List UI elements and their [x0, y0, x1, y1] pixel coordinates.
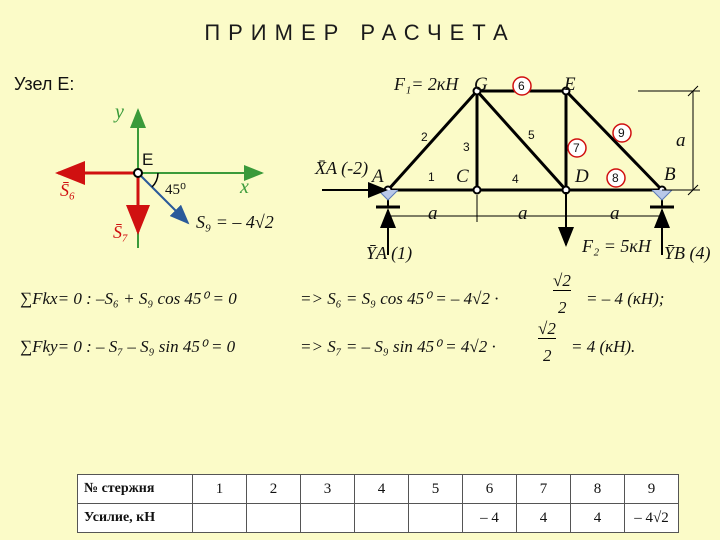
dim-a-3: a	[610, 203, 620, 224]
force-cell	[247, 504, 301, 533]
s7-label: S̄₇	[113, 222, 129, 242]
bar-number-cell: 8	[571, 475, 625, 504]
ya-label: ȲA (1)	[366, 243, 413, 263]
table-row	[78, 475, 679, 504]
bar-3-label: 3	[463, 140, 470, 154]
bar-number-cell: 7	[517, 475, 571, 504]
bar-number-cell: 1	[193, 475, 247, 504]
bar-6-label: 6	[518, 79, 525, 93]
bar-5-label: 5	[528, 128, 535, 142]
node-label: Узел Е:	[14, 74, 75, 94]
bar-number-cell: 3	[301, 475, 355, 504]
force-cell	[301, 504, 355, 533]
bar-4-label: 4	[512, 172, 519, 186]
dim-a-2: a	[518, 203, 528, 224]
node-b-label: B	[664, 164, 676, 185]
s6-label: S̄₆	[60, 180, 76, 200]
results-table	[77, 474, 679, 533]
angle-label: 45⁰	[165, 182, 187, 198]
bar-7-label: 7	[573, 141, 580, 155]
eq1-right: => S₆ = S₉ cos 45⁰ = – 4√2 ·	[300, 289, 499, 308]
yb-label: ȲB (4)	[664, 243, 711, 263]
bar-number-cell: 5	[409, 475, 463, 504]
xa-label: X̄A (-2)	[315, 158, 369, 178]
x-axis-label: x	[240, 176, 249, 198]
s9-label: S₉ = – 4√2	[196, 212, 274, 232]
eq2-right: => S₇ = – S₉ sin 45⁰ = 4√2 ·	[300, 337, 496, 356]
force-cell	[355, 504, 409, 533]
eq1-frac-den: 2	[558, 298, 567, 317]
eq2-frac-num: √2	[538, 319, 556, 338]
eq1-result: = – 4 (кН);	[586, 289, 665, 308]
row2-header: Усилие, кН	[78, 504, 193, 533]
bar-9-label: 9	[618, 126, 625, 140]
page-title: ПРИМЕР РАСЧЕТА	[204, 20, 516, 45]
node-g-label: G	[474, 74, 488, 95]
bar-number-cell: 4	[355, 475, 409, 504]
force-cell: – 4	[463, 504, 517, 533]
angle-arc	[152, 173, 158, 187]
force-cell	[409, 504, 463, 533]
support-a	[376, 190, 400, 207]
force-cell: 4	[571, 504, 625, 533]
eq2-result: = 4 (кН).	[571, 337, 636, 356]
force-cell: 4	[517, 504, 571, 533]
bar-1-label: 1	[428, 170, 435, 184]
bar-2-label: 2	[421, 130, 428, 144]
eq2-left: ∑Fky= 0 : – S₇ – S₉ sin 45⁰ = 0	[20, 337, 236, 356]
bar-8-label: 8	[612, 171, 619, 185]
node-e-point	[134, 169, 142, 177]
table-row	[78, 504, 679, 533]
force-cell: – 4√2	[625, 504, 679, 533]
dim-a-vertical: a	[676, 130, 686, 151]
f2-label: F₂ = 5кН	[582, 236, 651, 256]
f1-label: F₁= 2кН	[394, 74, 459, 94]
force-cell	[193, 504, 247, 533]
dim-a-1: a	[428, 203, 438, 224]
dimensions	[388, 86, 700, 222]
eq1-left: ∑Fkx= 0 : –S₆ + S₉ cos 45⁰ = 0	[20, 289, 237, 308]
y-axis-label: y	[115, 101, 124, 123]
bar-5	[477, 91, 566, 190]
bar-number-cell: 6	[463, 475, 517, 504]
node-c-label: C	[456, 166, 469, 187]
node-d-label: D	[575, 166, 589, 187]
bar-number-cell: 9	[625, 475, 679, 504]
bar-number-cell: 2	[247, 475, 301, 504]
node-e-truss-label: E	[564, 74, 576, 95]
node-a-label: A	[372, 166, 384, 187]
support-b	[650, 190, 674, 207]
node-e-label: E	[142, 150, 154, 169]
row1-header: № стержня	[78, 475, 193, 504]
eq1-frac-num: √2	[553, 271, 571, 290]
eq2-frac-den: 2	[543, 346, 552, 365]
